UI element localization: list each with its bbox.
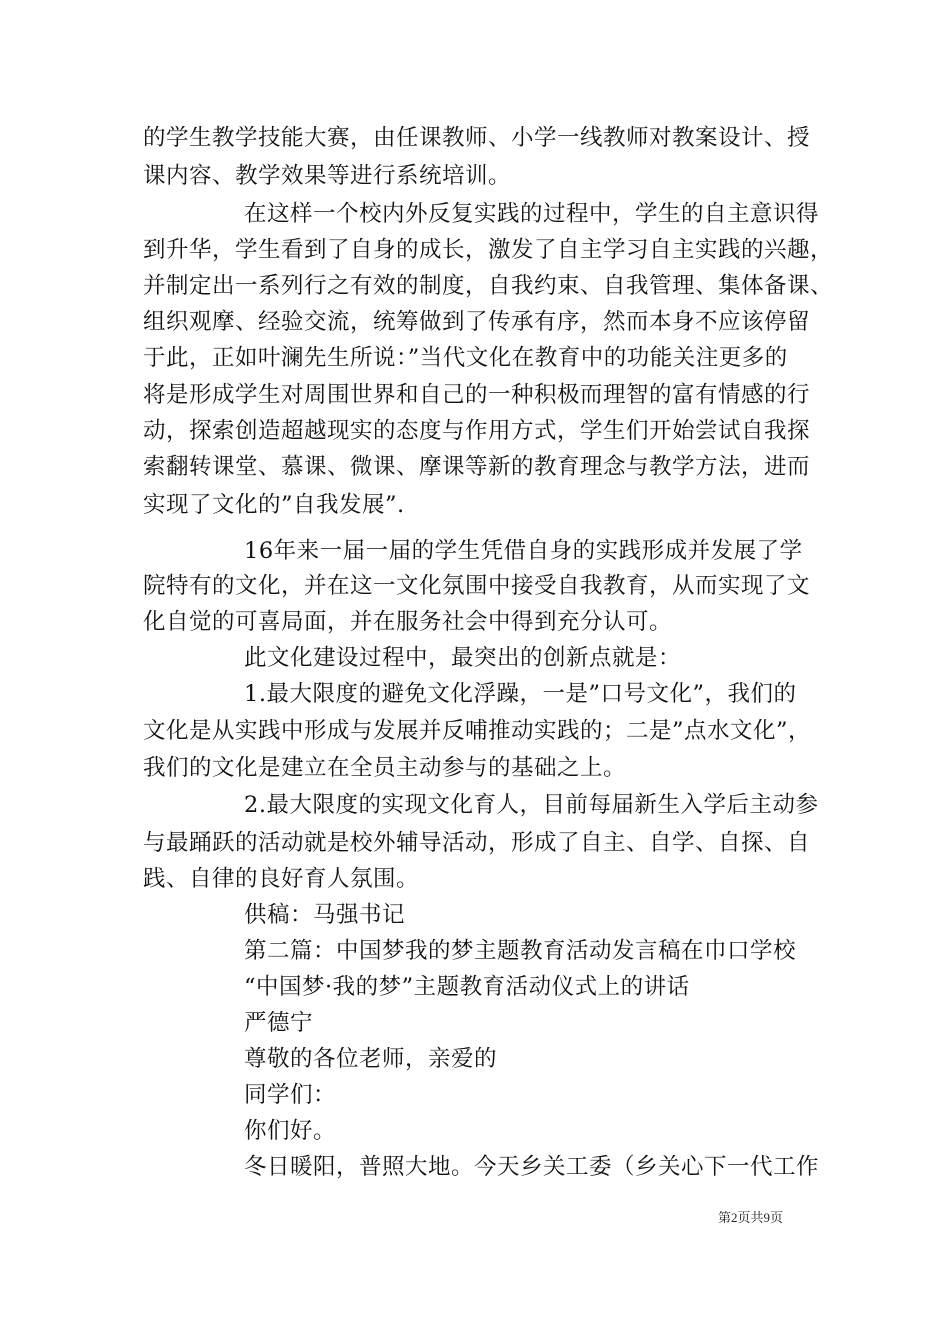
text-line: 文化是从实践中形成与发展并反哺推动实践的；二是”点水文化”， bbox=[143, 718, 812, 744]
text-line: 第二篇：中国梦我的梦主题教育活动发言稿在巾口学校 bbox=[244, 938, 797, 964]
text-line: 将是形成学生对周围世界和自己的一种积极而理智的富有情感的行 bbox=[143, 382, 811, 408]
text-line: 践、自律的良好育人氛围。 bbox=[143, 866, 420, 892]
text-line: 到升华，学生看到了自身的成长，激发了自主学习自主实践的兴趣， bbox=[143, 237, 834, 263]
text-line: 尊敬的各位老师，亲爱的 bbox=[244, 1046, 498, 1072]
text-line: 我们的文化是建立在全员主动参与的基础之上。 bbox=[143, 755, 627, 781]
text-line: 冬日暖阳，普照大地。今天乡关工委（乡关心下一代工作 bbox=[244, 1154, 820, 1180]
text-line: 院特有的文化，并在这一文化氛围中接受自我教育，从而实现了文 bbox=[143, 573, 811, 599]
text-line: 在这样一个校内外反复实践的过程中，学生的自主意识得 bbox=[244, 201, 820, 227]
text-line: 16年来一届一届的学生凭借自身的实践形成并发展了学 bbox=[244, 538, 803, 564]
text-line: “中国梦·我的梦”主题教育活动仪式上的讲话 bbox=[244, 974, 690, 1000]
text-line: 索翻转课堂、慕课、微课、摩课等新的教育理念与教学方法，进而 bbox=[143, 454, 811, 480]
text-line: 2.最大限度的实现文化育人，目前每届新生入学后主动参 bbox=[244, 792, 819, 818]
text-line: 你们好。 bbox=[244, 1118, 337, 1144]
text-line: 与最踊跃的活动就是校外辅导活动，形成了自主、自学、自探、自 bbox=[143, 830, 811, 856]
text-line: 实现了文化的”自我发展”. bbox=[143, 492, 405, 518]
text-line: 组织观摩、经验交流，统筹做到了传承有序，然而本身不应该停留 bbox=[143, 309, 811, 335]
text-line: 严德宁 bbox=[244, 1010, 314, 1036]
text-line: 的学生教学技能大赛，由任课教师、小学一线教师对教案设计、授 bbox=[143, 125, 811, 151]
page-number-footer: 第2页共9页 bbox=[718, 1210, 784, 1225]
text-line: 于此，正如叶澜先生所说：”当代文化在教育中的功能关注更多的 bbox=[143, 345, 788, 371]
text-line: 化自觉的可喜局面，并在服务社会中得到充分认可。 bbox=[143, 609, 673, 635]
text-line: 并制定出一系列行之有效的制度，自我约束、自我管理、集体备课、 bbox=[143, 273, 834, 299]
text-line: 动，探索创造超越现实的态度与作用方式，学生们开始尝试自我探 bbox=[143, 418, 811, 444]
text-line: 此文化建设过程中，最突出的创新点就是： bbox=[244, 645, 682, 671]
text-line: 1.最大限度的避免文化浮躁，一是”口号文化”，我们的 bbox=[244, 681, 797, 707]
text-line: 课内容、教学效果等进行系统培训。 bbox=[143, 163, 512, 189]
text-line: 供稿：马强书记 bbox=[244, 902, 406, 928]
text-line: 同学们： bbox=[244, 1082, 337, 1108]
